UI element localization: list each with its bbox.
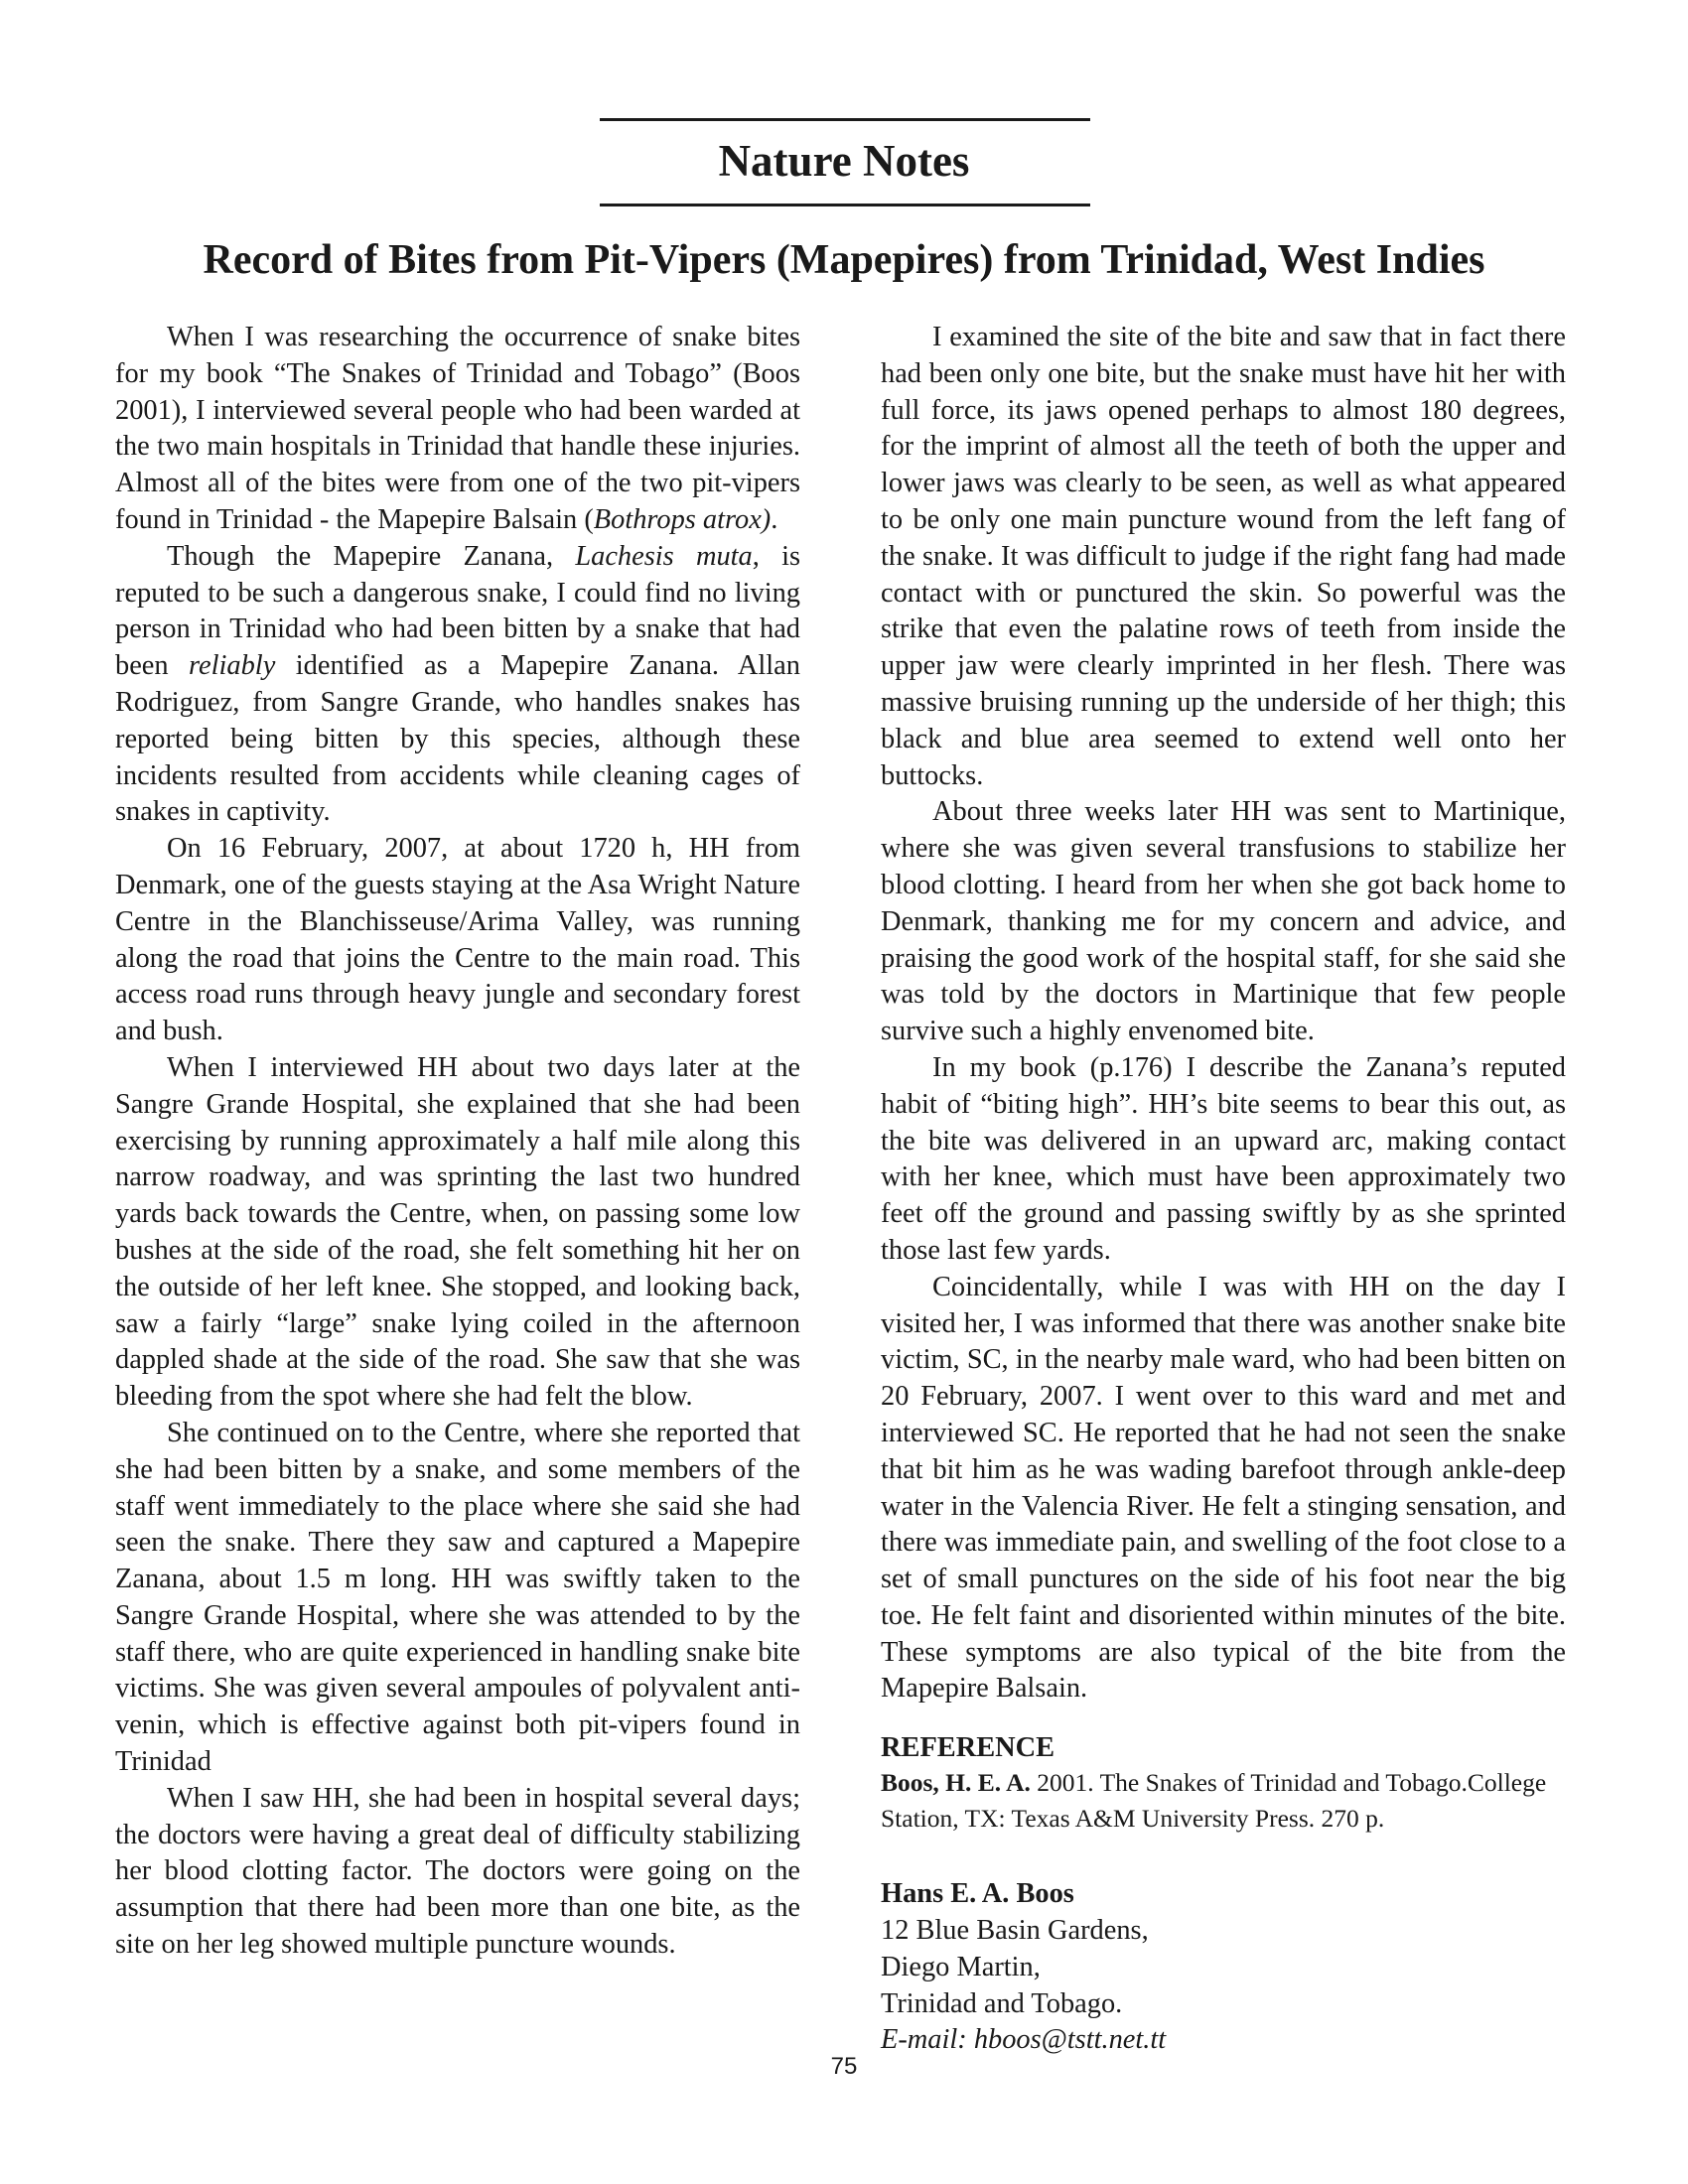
section-rule-bottom [600,204,1090,206]
species-name: Bothrops atrox) [593,503,772,535]
author-name: Hans E. A. Boos [881,1878,1074,1910]
page-number: 75 [830,2053,858,2080]
reference-heading: REFERENCE [881,1732,1055,1764]
section-title: Nature Notes [718,136,970,186]
paragraph: In my book (p.176) I describe the Zanana’s reputed habit of “biting high”. HH’s bite seems to bear this out, as the bite was delivered in an upward arc, making contact with her knee, which must have been approximately two feet off the ground and passing swiftly by as she sprinted those last few yards. [881,1051,1566,1266]
paragraph: When I saw HH, she had been in hospital several days; the doctors were having a great deal of difficulty stabilizing her blood clotting factor. The doctors were going on the assumption that there had been more than one bite, as the site on her leg showed multiple puncture wounds. [115,1782,800,1961]
paragraph: I examined the site of the bite and saw that in fact there had been only one bite, but the snake must have hit her with full force, its jaws opened perhaps to almost 180 degrees, for the imprint of almost all the teeth of both the upper and lower jaws was clearly to be seen, as well as what appeared to be only one main puncture wound from the left fang of the snake. It was difficult to judge if the right fang had made contact with or punctured the skin. So powerful was the strike that even the palatine rows of teeth from inside the upper jaw were clearly imprinted in her flesh. There was massive bruising running up the underside of her thigh; this black and blue area seemed to extend well onto her buttocks. [881,322,1566,791]
reference-author: Boos, H. E. A. [881,1768,1031,1798]
reference-entry: Boos, H. E. A. 2001. The Snakes of Trinidad and Tobago.College Station, TX: Texas A&M University Press. 270 p. [881,1768,1547,1834]
right-column [881,320,1566,2059]
species-name: Lachesis muta [575,540,753,572]
paragraph: Though the Mapepire Zanana, Lachesis muta, is reputed to be such a dangerous snake, I could find no living person in Trinidad who had been bitten by a snake that had been reliably identified as a Mapepire Zanana. Allan Rodriguez, from Sangre Grande, who handles snakes has reported being bitten by this species, although these incidents resulted from accidents while cleaning cages of snakes in captivity. [115,540,800,828]
paragraph: When I interviewed HH about two days later at the Sangre Grande Hospital, she explained that she had been exercising by running approximately a half mile along this narrow roadway, and was sprinting the last two hundred yards back towards the Centre, when, on passing some low bushes at the side of the road, she felt something hit her on the outside of her left knee. She stopped, and looking back, saw a fairly “large” snake lying coiled in the afternoon dappled shade at the side of the road. She saw that she was bleeding from the spot where she had felt the blow. [115,1051,800,1413]
author-address-line: Trinidad and Tobago. [881,1987,1123,2019]
article-title: Record of Bites from Pit-Vipers (Mapepires) from Trinidad, West Indies [203,237,1485,283]
author-block [881,1876,1566,2059]
paragraph: On 16 February, 2007, at about 1720 h, HH from Denmark, one of the guests staying at the Asa Wright Nature Centre in the Blanchisseuse/Arima Valley, was running along the road that joins the Centre to the main road. This access road runs through heavy jungle and secondary forest and bush. [115,833,800,1047]
paragraph: About three weeks later HH was sent to Martinique, where she was given several transfusions to stabilize her blood clotting. I heard from her when she got back home to Denmark, thanking me for my concern and advice, and praising the good work of the hospital staff, for she said she was told by the doctors in Martinique that few people survive such a highly envenomed bite. [881,796,1566,1047]
paragraph: Coincidentally, while I was with HH on the day I visited her, I was informed that there was another snake bite victim, SC, in the nearby male ward, who had been bitten on 20 February, 2007. I went over to this ward and met and interviewed SC. He reported that he had not seen the snake that bit him as he was wading barefoot through ankle-deep water in the Valencia River. He felt a stinging sensation, and there was immediate pain, and swelling of the foot close to a set of small punctures on the side of his foot near the big toe. He felt faint and disoriented within minutes of the bite. These symptoms are also typical of the bite from the Mapepire Balsain. [881,1271,1566,1705]
paragraph: She continued on to the Centre, where she reported that she had been bitten by a snake, and some members of the staff went immediately to the place where she said she had seen the snake. There they saw and captured a Mapepire Zanana, about 1.5 m long. HH was swiftly taken to the Sangre Grande Hospital, where she was attended to by the staff there, who are quite experienced in handling snake bite victims. She was given several ampoules of polyvalent anti-venin, which is effective against both pit-vipers found in Trinidad [115,1417,800,1778]
emphasis: reliably [189,650,276,682]
section-rule-top [600,118,1090,121]
author-address-line: 12 Blue Basin Gardens, [881,1915,1149,1947]
left-column [115,320,800,1964]
author-email: E-mail: hboos@tstt.net.tt [881,2024,1167,2056]
paragraph: When I was researching the occurrence of snake bites for my book “The Snakes of Trinidad and Tobago” (Boos 2001), I interviewed several people who had been warded at the two main hospitals in Trinidad that handle these injuries. Almost all of the bites were from one of the two pit-vipers found in Trinidad - the Mapepire Balsain (Bothrops atrox). [115,322,800,535]
author-address-line: Diego Martin, [881,1951,1041,1982]
